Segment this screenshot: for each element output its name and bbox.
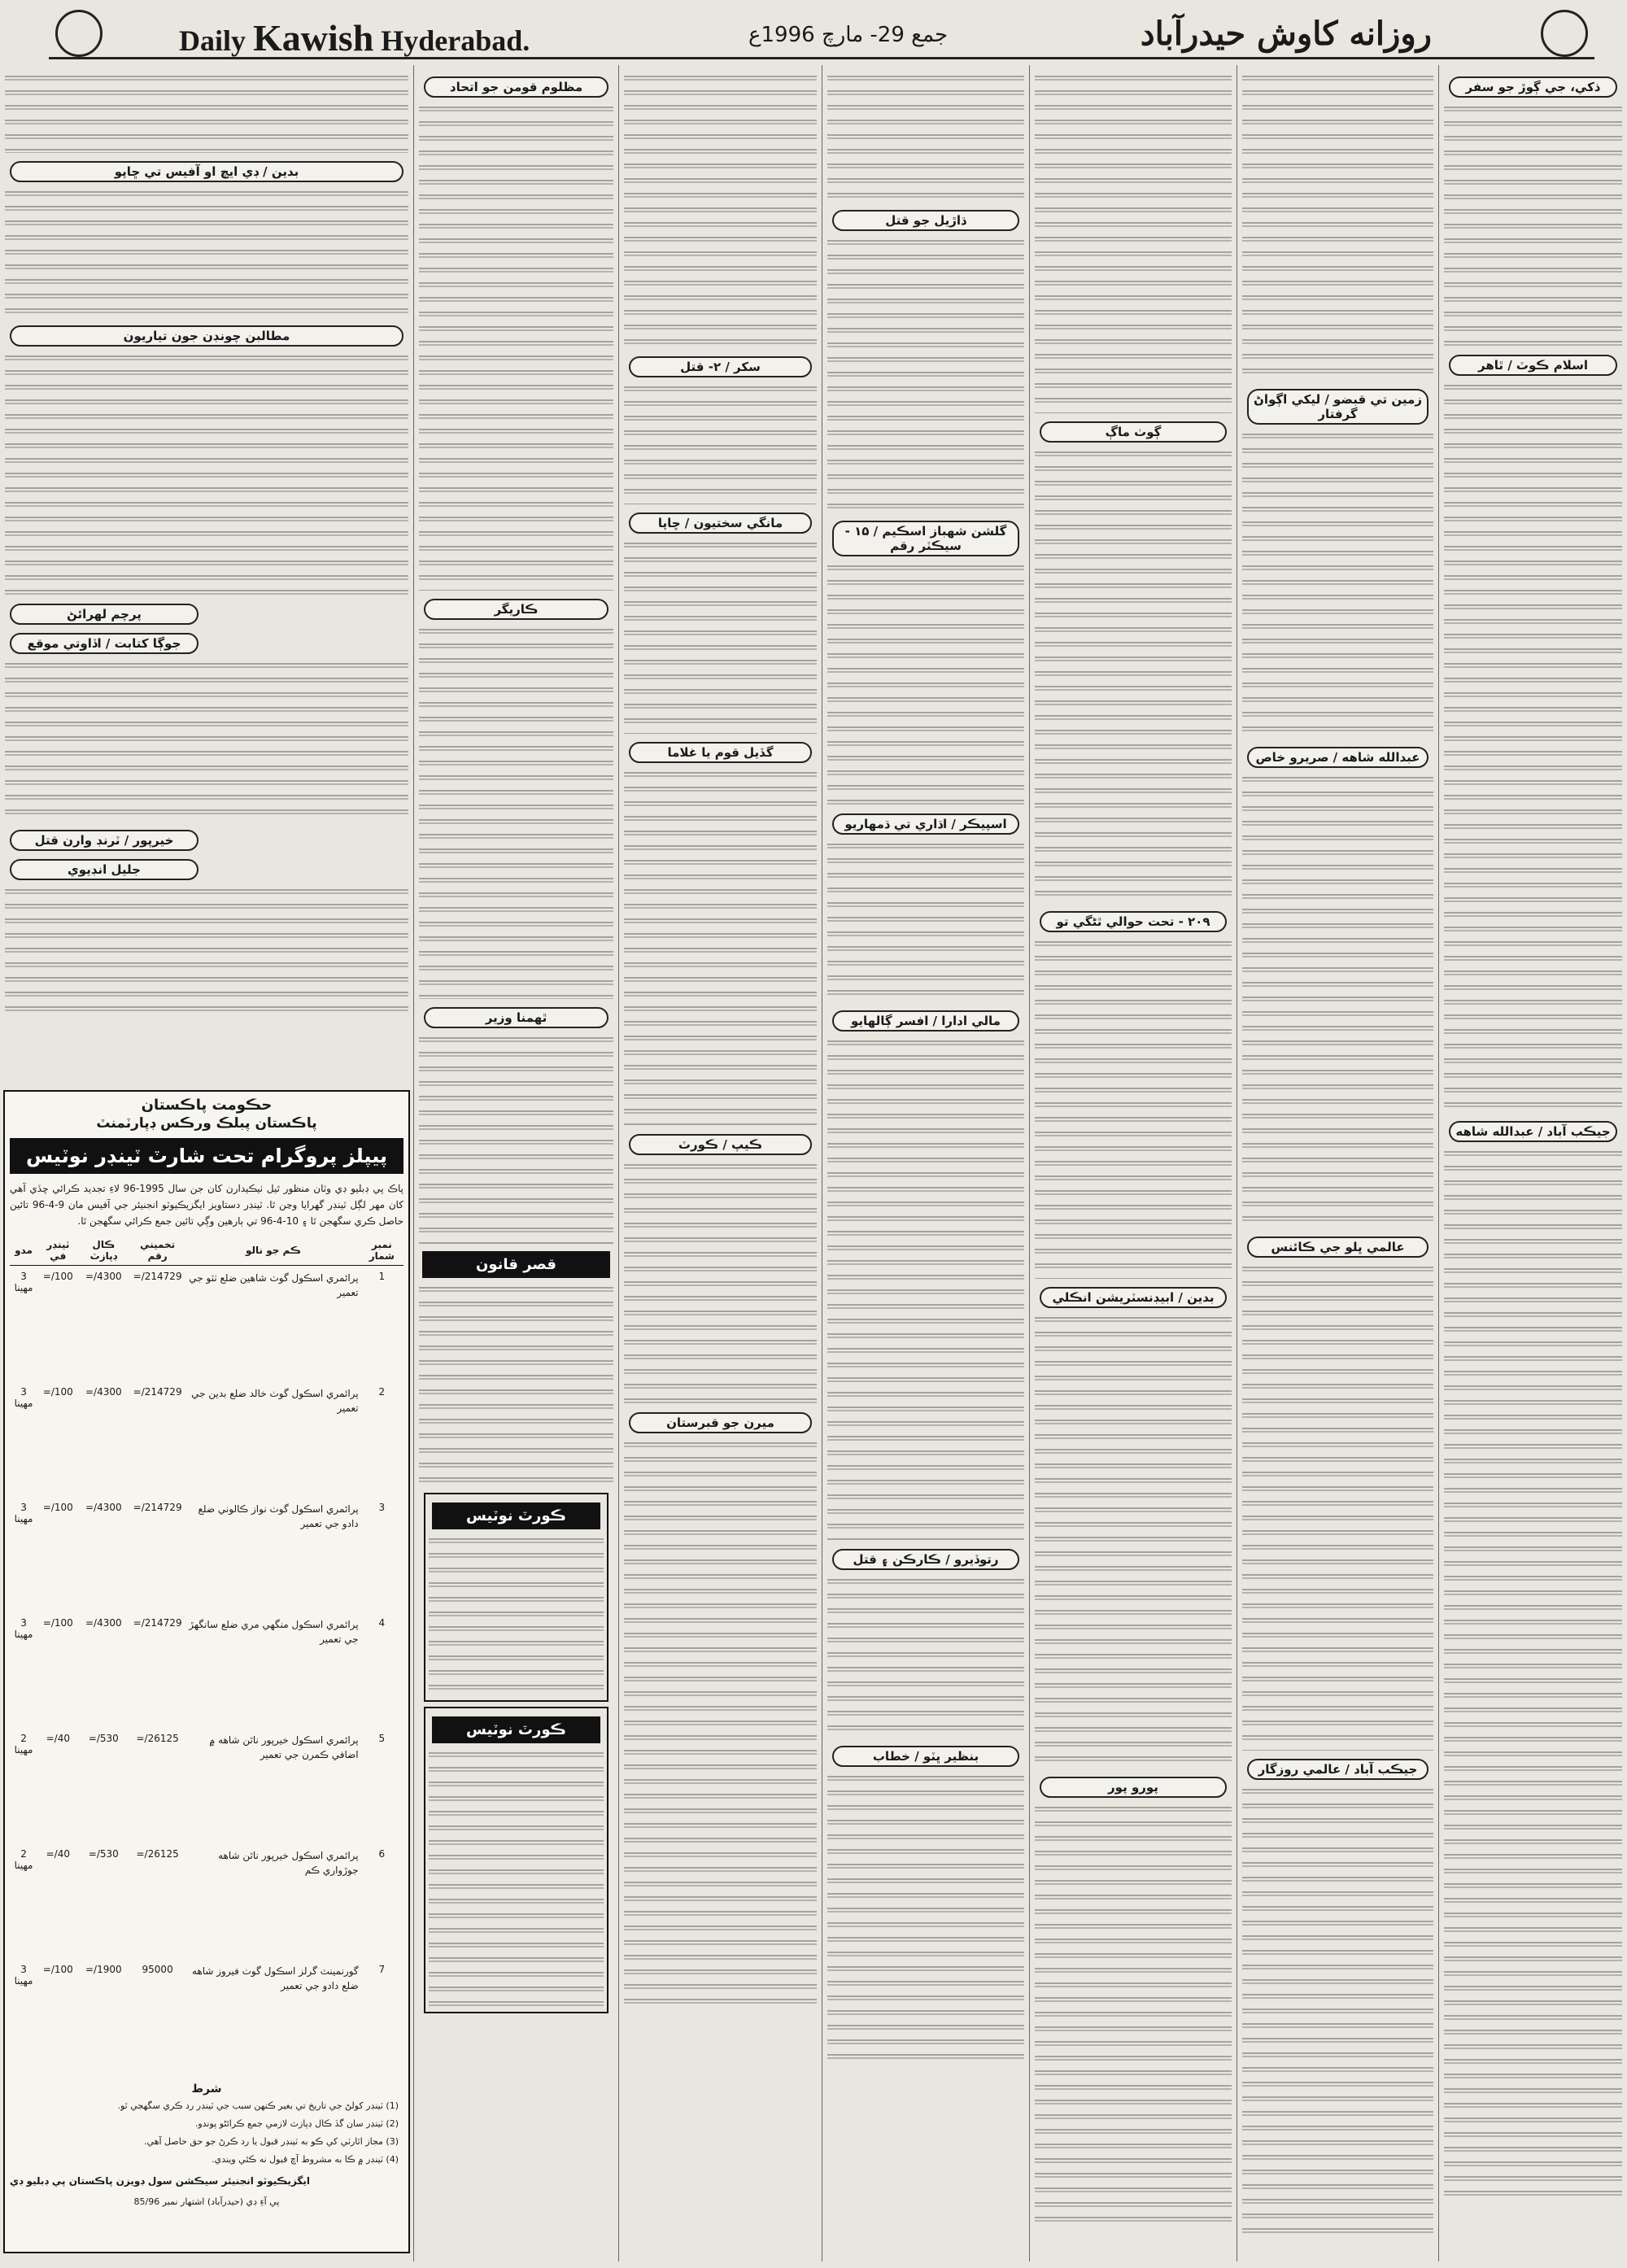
- col-period: مدو: [10, 1236, 37, 1266]
- cell-period: 2 مهينا: [14, 1733, 33, 1756]
- column-5: [618, 65, 822, 2261]
- tender-intro: پاڪ پي ڊبليو ڊي وٽان منظور ٿيل ٺيڪيدارن کان جن سال 1995-96 لاءِ تجديد ڪرائي ڇڏي آهي کان مهر لڳل ٽينڊر گهرايا وڃن ٿا. ٽينڊر دستاويز ايگزيڪيوٽو انجنيئر جي آفيس مان 9-4-96 تائين حاصل ڪري سگهجن ٿا ۽ 10-4-96 تي ٻارهين وڳي تائين جمع ڪرائي سگهجن ٿا.: [10, 1183, 404, 1227]
- article-text: [1242, 72, 1433, 381]
- cell-earnest: 4300/=: [85, 1271, 122, 1282]
- cell-no: 7: [378, 1964, 386, 1975]
- qasr-qanoon-banner: قصر قانون: [422, 1251, 610, 1278]
- headline: اسلام ڪوٽ / ٿاهر: [1449, 355, 1617, 376]
- column-1: [1438, 65, 1627, 2261]
- cell-estimate: 95000: [142, 1964, 173, 1975]
- headline: زمين تي قبضو / ليکي اڳواڻ گرفتار: [1247, 389, 1429, 425]
- tender-government: حڪومت پاڪستان: [141, 1097, 273, 1114]
- article-text: [5, 72, 408, 153]
- english-title-city: Hyderabad.: [381, 24, 530, 57]
- masthead: [49, 15, 1594, 59]
- english-title-kawish: Kawish: [253, 17, 374, 59]
- headline: مالي ادارا / افسر ڳالهايو: [832, 1010, 1019, 1032]
- article-text: [827, 1036, 1024, 1541]
- article-text: [827, 1772, 1024, 2065]
- ear-circle-left: [55, 10, 103, 57]
- cell-no: 5: [378, 1733, 386, 1744]
- cell-work: پرائمري اسڪول خيرپور ناٿن شاهه جوڙواري ڪم: [218, 1850, 359, 1876]
- condition-item: (4) ٽينڊر ۾ ڪا به مشروط آڇ قبول نه ڪئي ويندي.: [212, 2154, 399, 2165]
- english-title: [179, 16, 530, 59]
- issue-date: جمع 29- مارچ 1996ع: [748, 23, 949, 47]
- conditions-title: شرط: [191, 2083, 222, 2096]
- tender-notice: [3, 1090, 410, 2253]
- article-text: [624, 1160, 817, 1404]
- headline: گلشن شهباز اسڪيم / ۱۵ - سيڪٽر رقم: [832, 521, 1019, 556]
- condition-item: (2) ٽينڊر سان گڏ ڪال ڊپازٽ لازمي جمع ڪرائڻو پوندو.: [194, 2118, 399, 2129]
- cell-work: پرائمري اسڪول گوٺ شاهين ضلع ٺٽو جي تعمير: [189, 1272, 359, 1298]
- headline: عالمي ڀلو جي ڪائنس: [1247, 1236, 1429, 1258]
- col-estimate: تخميني رقم: [129, 1236, 186, 1266]
- headline: مطالبن چونڊن جون تياريون: [10, 325, 403, 347]
- headline: عبدالله شاهه / صريرو خاص: [1247, 747, 1429, 768]
- article-text: [1444, 381, 1622, 1113]
- article-text: [5, 885, 408, 1015]
- headline: رتوڏيرو / ڪارڪن ۽ قتل: [832, 1549, 1019, 1570]
- cell-fee: 100/=: [42, 1271, 73, 1282]
- court-notice-text: [429, 1748, 604, 2008]
- article-text: [1242, 1785, 1433, 2240]
- article-text: [1242, 430, 1433, 739]
- headline: ميرن جو قبرستان: [629, 1412, 812, 1433]
- tender-table-header: [10, 1236, 403, 1266]
- court-notice-text: [429, 1534, 604, 1697]
- tender-table: [10, 1236, 403, 2074]
- cell-earnest: 1900/=: [85, 1964, 122, 1975]
- cell-fee: 40/=: [46, 1848, 70, 1860]
- article-text: [624, 382, 817, 504]
- cell-fee: 100/=: [42, 1617, 73, 1629]
- article-text: [419, 1033, 613, 1245]
- article-text: [1242, 1263, 1433, 1751]
- condition-item: (3) مجاز اٿارٽي کي ڪو به ٽينڊر قبول يا رد ڪرڻ جو حق حاصل آهي.: [144, 2136, 399, 2147]
- column-3: [1029, 65, 1237, 2261]
- cell-no: 2: [378, 1386, 386, 1398]
- article-text: [624, 1438, 817, 2008]
- cell-fee: 100/=: [42, 1964, 73, 1975]
- article-text: [827, 1575, 1024, 1738]
- court-notice-2: [424, 1707, 608, 2013]
- article-text: [827, 561, 1024, 805]
- cell-period: 2 مهينا: [14, 1848, 33, 1871]
- cell-no: 1: [378, 1271, 386, 1282]
- cell-work: پرائمري اسڪول گوٺ خالد ضلع بدين جي تعمير: [191, 1388, 359, 1414]
- headline: ڪاريگر: [424, 599, 608, 620]
- headline: پورو پور: [1040, 1777, 1227, 1798]
- headline: جيڪب آباد / عبدالله شاهه: [1449, 1121, 1617, 1142]
- column-4: [822, 65, 1029, 2261]
- table-row: [10, 1843, 403, 1959]
- cell-estimate: 26125/=: [136, 1848, 179, 1860]
- court-notice-1: [424, 1493, 608, 1702]
- cell-estimate: 26125/=: [136, 1733, 179, 1744]
- cell-estimate: 214729/=: [133, 1386, 182, 1398]
- english-title-daily: Daily: [179, 24, 246, 57]
- table-row: [10, 1728, 403, 1843]
- cell-earnest: 530/=: [88, 1733, 119, 1744]
- tender-footer: پي آءِ ڊي (حيدرآباد) اشتهار نمبر 85/96: [133, 2196, 280, 2207]
- table-row: [10, 1612, 403, 1728]
- cell-period: 3 مهينا: [14, 1617, 33, 1640]
- headline: مظلوم قومن جو اتحاد: [424, 76, 608, 98]
- cell-work: پرائمري اسڪول خيرپور ناٿن شاهه ۾ اضافي ڪمرن جي تعمير: [209, 1734, 359, 1760]
- headline: ذکي، جي ڳوڙ جو سفر: [1449, 76, 1617, 98]
- table-row: [10, 1497, 403, 1612]
- article-text: [419, 102, 613, 591]
- article-text: [1242, 773, 1433, 1228]
- column-2: [1237, 65, 1438, 2261]
- col-no: نمبر شمار: [360, 1236, 403, 1266]
- cell-fee: 40/=: [46, 1733, 70, 1744]
- headline: ۲۰۹ - تحت حوالي ٿڻگي تو: [1040, 911, 1227, 932]
- headline: اسپيڪر / اڌاري تي ڌمهاريو: [832, 813, 1019, 835]
- cell-earnest: 4300/=: [85, 1502, 122, 1513]
- cell-period: 3 مهينا: [14, 1271, 33, 1293]
- article-text: [1035, 1803, 1232, 2226]
- headline: ڳوٺ ماڳ: [1040, 421, 1227, 443]
- cell-earnest: 4300/=: [85, 1386, 122, 1398]
- cell-work: گورنمينٽ گرلز اسڪول گوٺ فيروز شاهه ضلع دادو جي تعمير: [191, 1965, 359, 1991]
- article-text: [5, 187, 408, 317]
- headline: ٿهمنا وزير: [424, 1007, 608, 1028]
- cell-no: 3: [378, 1502, 386, 1513]
- article-text: [419, 1283, 613, 1486]
- article-text: [1444, 1147, 1622, 2205]
- headline: جليل انڊيوي: [10, 859, 198, 880]
- article-text: [624, 539, 817, 734]
- article-text: [419, 625, 613, 999]
- cell-period: 3 مهينا: [14, 1502, 33, 1524]
- article-text: [624, 768, 817, 1126]
- cell-fee: 100/=: [42, 1502, 73, 1513]
- table-row: [10, 1959, 403, 2074]
- cell-period: 3 مهينا: [14, 1964, 33, 1987]
- headline: مانگي سختيون / ڇاپا: [629, 512, 812, 534]
- cell-work: پرائمري اسڪول گوٺ نواز ڪالوني ضلع دادو جي تعمير: [198, 1503, 359, 1529]
- condition-item: (1) ٽينڊر کولڻ جي تاريخ تي بغير ڪنهن سبب جي ٽينڊر رد ڪري سگهجي ٿو.: [117, 2100, 399, 2111]
- cell-estimate: 214729/=: [133, 1502, 182, 1513]
- article-text: [1035, 447, 1232, 903]
- article-text: [5, 351, 408, 595]
- headline: خيرپور / ٽرنڊ وارن قتل: [10, 830, 198, 851]
- article-text: [1035, 72, 1232, 413]
- article-text: [1035, 937, 1232, 1279]
- article-text: [5, 659, 408, 822]
- headline: بدين / ابيڊنسٽريشن انڪلي: [1040, 1287, 1227, 1308]
- ear-circle-right: [1541, 10, 1588, 57]
- col-work: ڪم جو نالو: [186, 1236, 360, 1266]
- cell-fee: 100/=: [42, 1386, 73, 1398]
- headline: جوڳا کتابت / اڏاوتي موقع: [10, 633, 198, 654]
- table-row: [10, 1381, 403, 1497]
- headline: پرچم لهرائڻ: [10, 604, 198, 625]
- cell-no: 6: [378, 1848, 386, 1860]
- tender-banner: پيپلز پروگرام تحت شارٽ ٽينڊر نوٽيس: [10, 1138, 403, 1174]
- col-fee: ٽينڊر في: [37, 1236, 79, 1266]
- cell-estimate: 214729/=: [133, 1271, 182, 1282]
- cell-earnest: 530/=: [88, 1848, 119, 1860]
- headline: گڏيل قوم يا غلاما: [629, 742, 812, 763]
- headline: ڪيپ / ڪورٽ: [629, 1134, 812, 1155]
- article-text: [624, 72, 817, 348]
- tender-signature: ايگزيڪيوٽو انجنيئر سيڪشن سول ڊويزن پاڪستان پي ڊبليو ڊي: [10, 2175, 310, 2187]
- article-text: [827, 840, 1024, 1002]
- cell-estimate: 214729/=: [133, 1617, 182, 1629]
- article-text: [1444, 102, 1622, 347]
- court-notice-title: ڪورٽ نوٽيس: [432, 1716, 600, 1743]
- headline: بدين / ڊي ايچ او آفيس تي ڇاپو: [10, 161, 403, 182]
- cell-work: پرائمري اسڪول منگهي مري ضلع سانگهڙ جي تعمير: [189, 1619, 359, 1645]
- article-text: [1035, 1313, 1232, 1769]
- col-earnest: ڪال ڊپازٽ: [79, 1236, 129, 1266]
- tender-department: پاڪستان پبلڪ ورڪس ڊپارٽمنٽ: [96, 1115, 317, 1132]
- column-6: [413, 65, 618, 2261]
- headline: جيڪب آباد / عالمي روزگار: [1247, 1759, 1429, 1780]
- article-text: [827, 236, 1024, 512]
- cell-earnest: 4300/=: [85, 1617, 122, 1629]
- article-text: [827, 72, 1024, 202]
- headline: ڌاڙيل جو قتل: [832, 210, 1019, 231]
- cell-no: 4: [378, 1617, 386, 1629]
- court-notice-title: ڪورٽ نوٽيس: [432, 1503, 600, 1529]
- column-7: [0, 65, 413, 1086]
- headline: بنظير ڀٽو / خطاب: [832, 1746, 1019, 1767]
- table-row: [10, 1266, 403, 1382]
- headline: سکر / ٢- قتل: [629, 356, 812, 377]
- cell-period: 3 مهينا: [14, 1386, 33, 1409]
- urdu-title: روزانه کاوش حيدرآباد: [1140, 15, 1432, 53]
